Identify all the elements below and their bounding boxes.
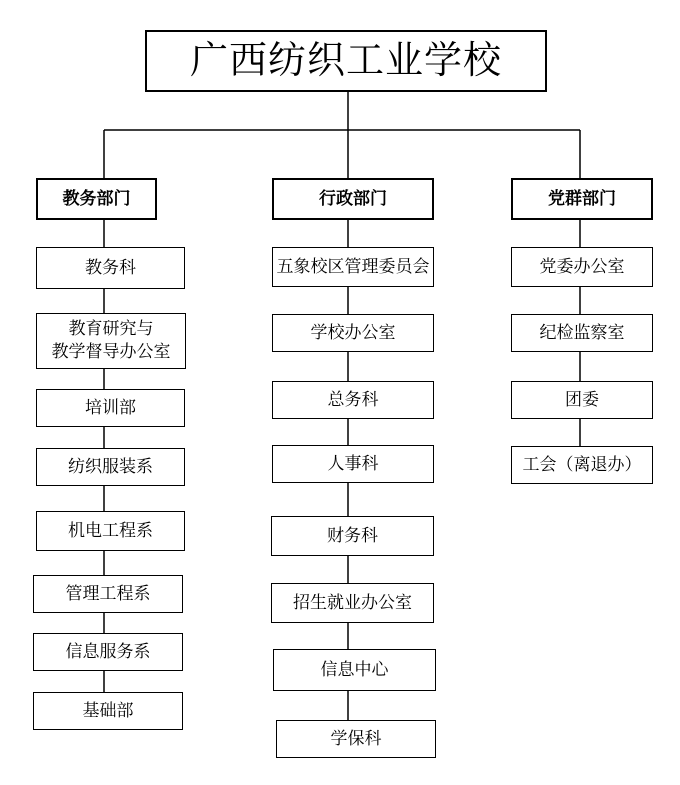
unit-mechatronics-dept: 机电工程系 [36, 511, 185, 551]
dept-party-mass: 党群部门 [511, 178, 653, 220]
unit-finance: 财务科 [271, 516, 434, 556]
unit-textile-apparel-dept: 纺织服装系 [36, 448, 185, 486]
unit-school-office: 学校办公室 [272, 314, 434, 352]
unit-teaching-research-supervision: 教育研究与 教学督导办公室 [36, 313, 186, 369]
dept-administration: 行政部门 [272, 178, 434, 220]
unit-management-engineering-dept: 管理工程系 [33, 575, 183, 613]
unit-information-center: 信息中心 [273, 649, 436, 691]
unit-discipline-inspection: 纪检监察室 [511, 314, 653, 352]
unit-general-affairs: 总务科 [272, 381, 434, 419]
school-title: 广西纺织工业学校 [145, 30, 547, 92]
unit-academic-affairs-office: 教务科 [36, 247, 185, 289]
unit-youth-league: 团委 [511, 381, 653, 419]
unit-training-department: 培训部 [36, 389, 185, 427]
unit-admissions-employment: 招生就业办公室 [271, 583, 434, 623]
unit-information-services-dept: 信息服务系 [33, 633, 183, 671]
unit-personnel: 人事科 [272, 445, 434, 483]
unit-trade-union-retirees: 工会（离退办） [511, 446, 653, 484]
unit-student-security: 学保科 [276, 720, 436, 758]
dept-academic-affairs: 教务部门 [36, 178, 157, 220]
unit-wuxiang-campus-committee: 五象校区管理委员会 [272, 247, 434, 287]
unit-party-committee-office: 党委办公室 [511, 247, 653, 287]
unit-foundation-dept: 基础部 [33, 692, 183, 730]
